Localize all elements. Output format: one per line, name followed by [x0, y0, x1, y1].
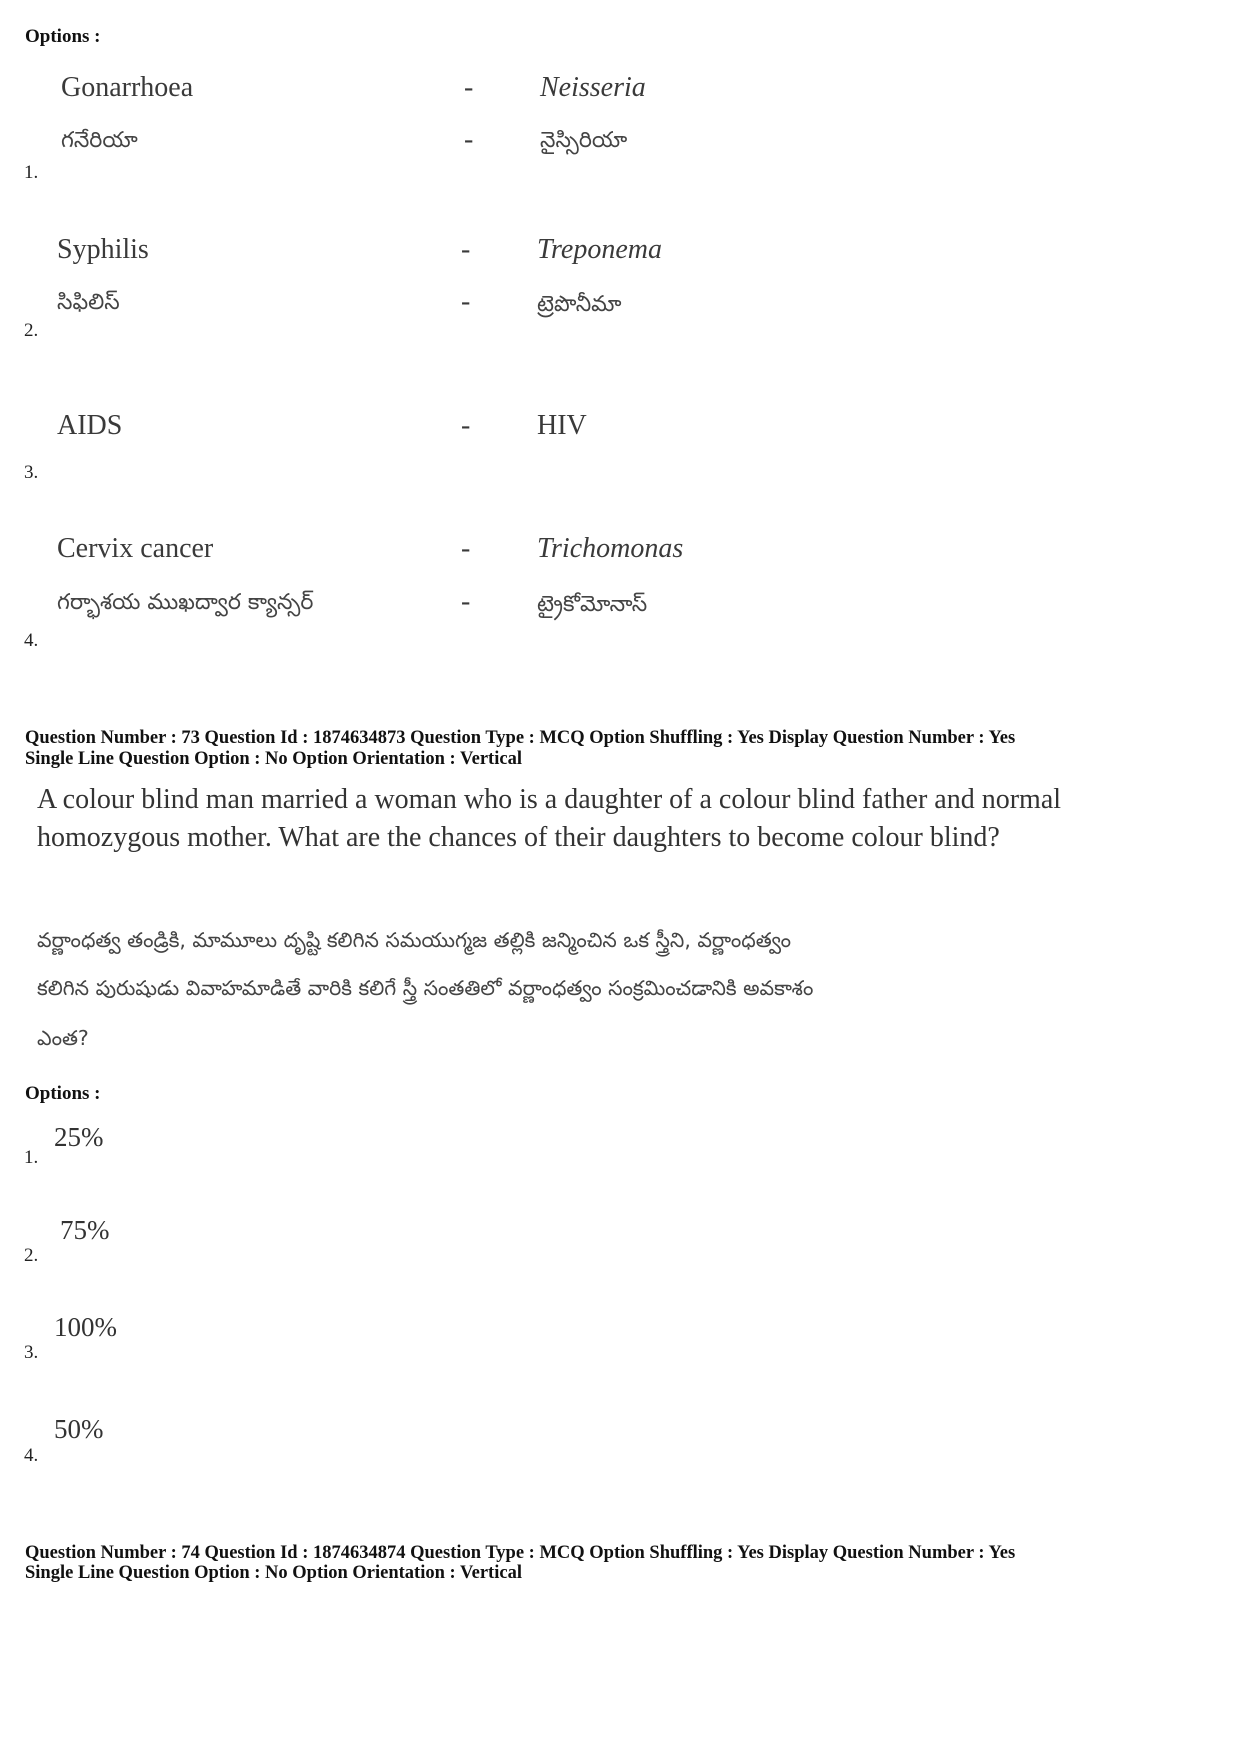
option-2-term-te: సిఫిలిస్ — [57, 290, 120, 315]
question-73-text-te-line3: ఎంత? — [37, 1026, 89, 1050]
question-73-meta-line1: Question Number : 73 Question Id : 1874634873 Question Type : MCQ Option Shuffling : Yes Display Question Number : Yes — [25, 728, 1016, 748]
question-74-meta-line2: Single Line Question Option : No Option Orientation : Vertical — [25, 1563, 522, 1583]
option-1-agent-te: నైస్సిరియా — [540, 128, 628, 153]
option-4-agent-te: ట్రైకోమోనాస్ — [537, 592, 648, 617]
question-73-option-2-value: 75% — [60, 1215, 110, 1245]
option-1-agent-en: Neisseria — [540, 72, 646, 103]
question-73-text-te-line1: వర్ణాంధత్వ తండ్రికి, మామూలు దృష్టి కలిగిన సమయుగ్మజ తల్లికి జన్మించిన ఒక స్త్రీని, వర్ణాంధత్వం — [37, 928, 791, 952]
option-2-term-en: Syphilis — [57, 234, 149, 265]
option-2-number: 2. — [24, 320, 39, 341]
option-2-dash: - — [461, 234, 471, 265]
options-header: Options : — [25, 26, 101, 47]
question-73-text-te-line2: కలిగిన పురుషుడు వివాహమాడితే వారికి కలిగే స్త్రీ సంతతిలో వర్ణాంధత్వం సంక్రమించడానికి అవకాశం — [37, 976, 814, 1000]
option-1-dash-te: - — [464, 124, 474, 155]
question-73-meta-line2: Single Line Question Option : No Option Orientation : Vertical — [25, 749, 522, 769]
option-1-number: 1. — [24, 162, 39, 183]
question-73-option-2-number: 2. — [24, 1245, 39, 1266]
question-73-option-4-value: 50% — [54, 1414, 104, 1444]
question-73-option-3-value: 100% — [54, 1312, 117, 1342]
option-1-dash: - — [464, 72, 474, 103]
option-3-agent-en: HIV — [537, 410, 587, 441]
option-2-agent-te: ట్రెపొనీమా — [537, 292, 622, 317]
question-74-meta-line1: Question Number : 74 Question Id : 1874634874 Question Type : MCQ Option Shuffling : Yes Display Question Number : Yes — [25, 1543, 1016, 1563]
question-73-option-3-number: 3. — [24, 1342, 39, 1363]
option-2-dash-te: - — [461, 286, 471, 317]
question-73-option-1-number: 1. — [24, 1147, 39, 1168]
question-73-text-en-line2: homozygous mother. What are the chances of their daughters to become colour blind? — [37, 822, 1000, 853]
option-4-agent-en: Trichomonas — [537, 533, 684, 564]
option-4-dash-te: - — [461, 586, 471, 617]
option-1-term-te: గనేరియా — [61, 128, 138, 153]
question-73-option-1-value: 25% — [54, 1122, 104, 1152]
question-73-option-4-number: 4. — [24, 1445, 39, 1466]
question-73-text-en-line1: A colour blind man married a woman who is a daughter of a colour blind father and normal — [37, 784, 1062, 815]
option-3-number: 3. — [24, 462, 39, 483]
option-1-term-en: Gonarrhoea — [61, 72, 194, 103]
question-73-options-header: Options : — [25, 1083, 101, 1104]
option-4-number: 4. — [24, 630, 39, 651]
option-4-term-te: గర్భాశయ ముఖద్వార క్యాన్సర్ — [57, 590, 314, 615]
option-4-term-en: Cervix cancer — [57, 533, 214, 564]
option-2-agent-en: Treponema — [537, 234, 662, 265]
option-3-term-en: AIDS — [57, 410, 123, 441]
option-3-dash: - — [461, 410, 471, 441]
option-4-dash: - — [461, 533, 471, 564]
